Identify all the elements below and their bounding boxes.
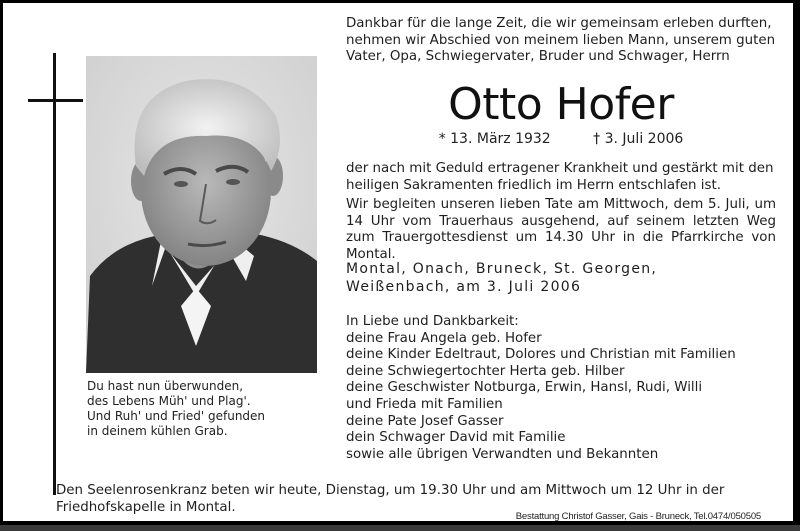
- intro-line: Dankbar für die lange Zeit, die wir gemeinsam erleben durften,: [346, 16, 772, 31]
- portrait-photo: [86, 56, 317, 373]
- verse-line: in deinem kühlen Grab.: [87, 424, 228, 438]
- mourner-line: dein Schwager David mit Familie: [346, 430, 566, 446]
- verse-line: Du hast nun überwunden,: [87, 379, 244, 393]
- mourner-line: sowie alle übrigen Verwandten und Bekannten: [346, 446, 659, 462]
- verse-line: Und Ruh' und Fried' gefunden: [87, 409, 266, 423]
- deceased-name: Otto Hofer: [448, 79, 674, 130]
- mourner-line: deine Schwiegertochter Herta geb. Hilber: [346, 363, 625, 379]
- birth-date: * 13. März 1932: [438, 131, 551, 147]
- death-date: † 3. Juli 2006: [593, 131, 684, 147]
- rosary-line: Den Seelenrosenkranz beten wir heute, Dienstag, um 19.30 Uhr und am Mittwoch um 12 Uhr in der: [56, 483, 725, 498]
- passage-line: der nach mit Geduld ertragener Krankheit und gestärkt mit den: [346, 161, 774, 176]
- portrait-image: [86, 56, 317, 373]
- mourner-line: und Frieda mit Familien: [346, 396, 503, 412]
- passage-line: heiligen Sakramenten friedlich im Herrn entschlafen ist.: [346, 177, 722, 193]
- verse-line: des Lebens Müh' und Plag'.: [87, 394, 251, 408]
- mourner-line: deine Frau Angela geb. Hofer: [346, 330, 542, 346]
- mourners-heading: In Liebe und Dankbarkeit:: [346, 314, 519, 329]
- intro-text: [346, 16, 776, 66]
- mourner-line: deine Geschwister Notburga, Erwin, Hansl, Rudi, Willi: [346, 380, 703, 396]
- undertaker-credit: Bestattung Christof Gasser, Gais - Bruneck, Tel.0474/050505: [515, 511, 761, 522]
- mourner-line: deine Pate Josef Gasser: [346, 413, 504, 429]
- funeral-details: Wir begleiten unseren lieben Tate am Mittwoch, dem 5. Juli, um 14 Uhr vom Trauerhaus ausgehend, auf seinem letzten Weg zum Trauergottesdienst um 14.30 Uhr in die Pfarrkirche von Montal.: [346, 197, 776, 262]
- rosary-line: Friedhofskapelle in Montal.: [56, 499, 236, 515]
- cross-horizontal-bar: [28, 99, 83, 102]
- life-dates: [346, 130, 776, 148]
- places-line: Montal, Onach, Bruneck, St. Georgen,: [346, 261, 658, 277]
- intro-line: Vater, Opa, Schwiegervater, Bruder und Schwager, Herrn: [346, 49, 730, 64]
- mourners-list: [346, 314, 776, 463]
- mourner-line: deine Kinder Edeltraut, Dolores und Christian mit Familien: [346, 347, 736, 363]
- places-line: Weißenbach, am 3. Juli 2006: [346, 279, 582, 295]
- cross-vertical-bar: [53, 53, 56, 495]
- memorial-verse: [87, 379, 327, 439]
- intro-line: nehmen wir Abschied von meinem lieben Mann, unserem guten: [346, 32, 776, 48]
- passage-text: [346, 161, 776, 194]
- places-and-date: [346, 260, 776, 296]
